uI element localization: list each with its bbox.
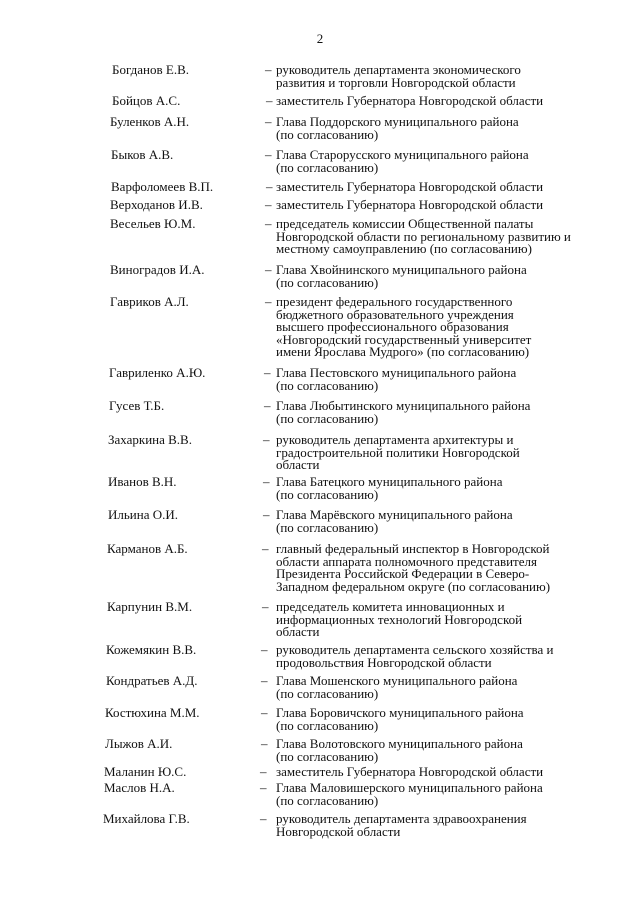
member-name: Кондратьев А.Д. (106, 673, 198, 688)
member-position: Глава Боровичского муниципального района (по согласованию) (276, 705, 524, 733)
dash-separator: – (266, 179, 273, 194)
dash-separator: – (261, 705, 268, 720)
member-position: руководитель департамента экономического развития и торговли Новгородской области (276, 62, 521, 90)
dash-separator: – (265, 197, 272, 212)
member-position: Глава Батецкого муниципального района (по согласованию) (276, 474, 503, 502)
member-name: Гавриленко А.Ю. (109, 365, 206, 380)
dash-separator: – (261, 736, 268, 751)
dash-separator: – (261, 673, 268, 688)
member-position: Глава Мошенского муниципального района (по согласованию) (276, 673, 518, 701)
member-name: Маслов Н.А. (104, 780, 175, 795)
dash-separator: – (260, 764, 267, 779)
member-name: Буленков А.Н. (110, 114, 190, 129)
member-position: руководитель департамента архитектуры и градостроительной политики Новгородской области (276, 432, 520, 472)
dash-separator: – (260, 811, 267, 826)
member-name: Карпунин В.М. (107, 599, 193, 614)
member-name: Гавриков А.Л. (110, 294, 189, 309)
member-position: Глава Волотовского муниципального района (по согласованию) (276, 736, 523, 764)
dash-separator: – (264, 398, 271, 413)
member-name: Костюхина М.М. (105, 705, 200, 720)
dash-separator: – (263, 432, 270, 447)
dash-separator: – (265, 114, 272, 129)
member-position: Глава Пестовского муниципального района (по согласованию) (276, 365, 517, 393)
member-name: Бойцов А.С. (112, 93, 181, 108)
member-name: Карманов А.Б. (107, 541, 188, 556)
dash-separator: – (266, 93, 273, 108)
dash-separator: – (263, 474, 270, 489)
member-name: Маланин Ю.С. (104, 764, 187, 779)
dash-separator: – (261, 642, 268, 657)
dash-separator: – (265, 294, 272, 309)
member-name: Быков А.В. (111, 147, 174, 162)
member-position: заместитель Губернатора Новгородской области (276, 179, 544, 194)
dash-separator: – (264, 365, 271, 380)
member-name: Гусев Т.Б. (109, 398, 165, 413)
member-position: президент федерального государственного бюджетного образовательного учреждения высшего профессионального образования «Новгородский государственный университет имени Ярослава Мудрого» (по согласованию) (276, 294, 532, 359)
member-position: Глава Старорусского муниципального района (по согласованию) (276, 147, 529, 175)
dash-separator: – (265, 62, 272, 77)
member-position: заместитель Губернатора Новгородской области (276, 93, 544, 108)
member-position: руководитель департамента сельского хозяйства и продовольствия Новгородской области (276, 642, 554, 670)
member-name: Верходанов И.В. (110, 197, 203, 212)
member-name: Варфоломеев В.П. (111, 179, 214, 194)
member-position: Глава Марёвского муниципального района (по согласованию) (276, 507, 513, 535)
dash-separator: – (262, 599, 269, 614)
member-name: Богданов Е.В. (112, 62, 189, 77)
member-position: Глава Любытинского муниципального района (по согласованию) (276, 398, 531, 426)
member-name: Иванов В.Н. (108, 474, 177, 489)
member-position: председатель комиссии Общественной палаты Новгородской области по региональному развитию и местному самоуправлению (по согласованию) (276, 216, 571, 256)
member-name: Весельев Ю.М. (110, 216, 196, 231)
member-name: Михайлова Г.В. (103, 811, 190, 826)
member-position: заместитель Губернатора Новгородской области (276, 197, 544, 212)
dash-separator: – (263, 507, 270, 522)
member-name: Захаркина В.В. (108, 432, 192, 447)
page-number: 2 (316, 31, 324, 46)
member-position: руководитель департамента здравоохранения Новгородской области (276, 811, 527, 839)
dash-separator: – (265, 147, 272, 162)
dash-separator: – (262, 541, 269, 556)
member-position: Глава Поддорского муниципального района (по согласованию) (276, 114, 519, 142)
member-name: Ильина О.И. (108, 507, 179, 522)
member-position: Глава Хвойнинского муниципального района (по согласованию) (276, 262, 527, 290)
member-position: Глава Маловишерского муниципального района (по согласованию) (276, 780, 543, 808)
member-position: заместитель Губернатора Новгородской области (276, 764, 544, 779)
dash-separator: – (265, 216, 272, 231)
member-position: председатель комитета инновационных и информационных технологий Новгородской области (276, 599, 523, 639)
member-name: Кожемякин В.В. (106, 642, 197, 657)
dash-separator: – (265, 262, 272, 277)
dash-separator: – (260, 780, 267, 795)
member-position: главный федеральный инспектор в Новгородской области аппарата полномочного представителя Президента Российской Федерации в Северо- Западном федеральном округе (по согласованию) (276, 541, 551, 594)
member-name: Виноградов И.А. (110, 262, 205, 277)
member-name: Лыжов А.И. (105, 736, 173, 751)
